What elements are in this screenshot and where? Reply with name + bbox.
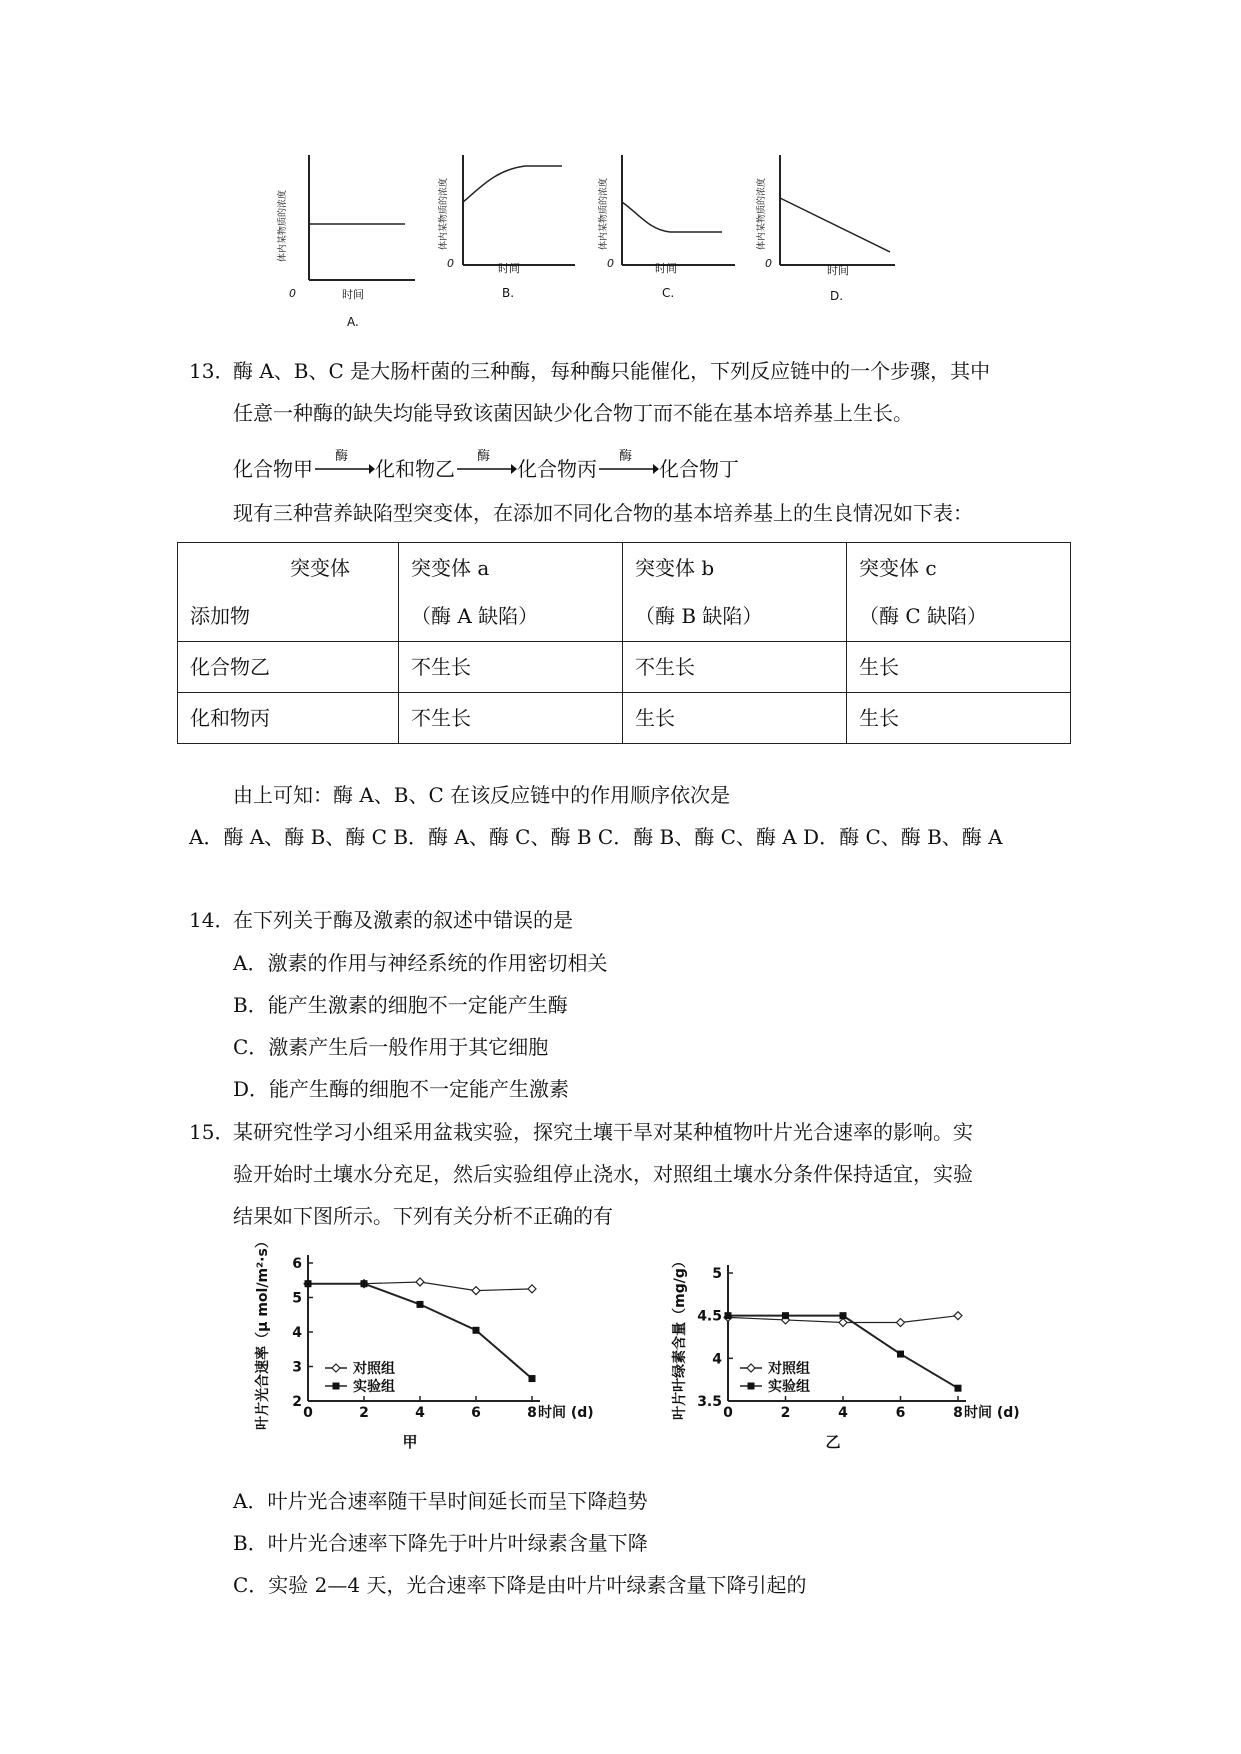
q15-option-a: A．叶片光合速率随干旱时间延长而呈下降趋势 [233,1489,648,1513]
graph-c-xlabel: 时间 [655,262,677,275]
data-point [473,1327,480,1334]
graph-panel-d [755,155,895,303]
data-point [417,1301,424,1308]
col-header-top: 突变体 a [411,556,490,580]
data-point [305,1280,312,1287]
data-point [361,1280,368,1287]
q15-number: 15． [189,1120,235,1144]
q14-stem: 在下列关于酶及激素的叙述中错误的是 [233,908,573,932]
graph-d-xlabel: 时间 [827,264,849,277]
legend-marker [332,1364,340,1372]
data-point [840,1312,847,1319]
data-point [897,1318,905,1326]
q14-option-b: B．能产生激素的细胞不一定能产生酶 [233,993,568,1017]
data-point [416,1278,424,1286]
compound-bing: 化合物丙 [517,457,597,481]
q13-line1: 酶 A、B、C 是大肠杆菌的三种酶，每种酶只能催化，下列反应链中的一个步骤，其中 [233,359,991,383]
graph-c-curve [622,202,722,232]
q14-number: 14． [189,908,235,932]
q15-line1: 某研究性学习小组采用盆栽实验，探究土壤干旱对某种植物叶片光合速率的影响。实 [233,1120,973,1144]
table-header-row [178,543,1071,642]
graph-panel-b [437,155,575,300]
x-tick-label: 8 [953,1405,963,1421]
q15-line2: 验开始时土壤水分充足，然后实验组停止浇水，对照组土壤水分条件保持适宜，实验 [233,1162,973,1186]
chart-yi [670,1255,1070,1455]
q13-intro: 现有三种营养缺陷型突变体，在添加不同化合物的基本培养基上的生良情况如下表： [233,501,973,525]
q14-option-d: D．能产生酶的细胞不一定能产生激素 [233,1077,570,1101]
x-axis-label: 时间 (d) [964,1405,1020,1421]
legend-marker [747,1364,755,1372]
y-tick-label: 4 [292,1325,302,1341]
chart-caption: 乙 [825,1433,841,1451]
y-tick-label: 5 [712,1266,722,1282]
graph-d-curve [780,198,890,252]
x-tick-label: 2 [359,1405,369,1421]
graph-c-ylabel: 体内某物质的浓度 [599,177,609,250]
col-header-bottom: （酶 C 缺陷） [859,604,988,628]
x-tick-label: 0 [723,1405,733,1421]
data-point [897,1351,904,1358]
q14-option-a: A．激素的作用与神经系统的作用密切相关 [233,951,608,975]
legend-label: 实验组 [768,1379,810,1395]
data-point [528,1285,536,1293]
arrow-icon [313,456,375,482]
compound-yi: 化和物乙 [375,457,455,481]
q13-number: 13． [189,359,235,383]
graph-d-origin: 0 [765,257,772,270]
graph-c-letter: C. [662,286,675,300]
data-point [955,1385,962,1392]
table-row [178,642,1071,693]
table-cell: 生长 [847,693,1071,744]
q15-option-b: B．叶片光合速率下降先于叶片叶绿素含量下降 [233,1531,648,1555]
corner-bottom-label: 添加物 [190,604,250,628]
data-point [529,1375,536,1382]
y-axis-label: 叶片叶绿素含量（mg/g） [672,1254,688,1420]
row-label: 化和物丙 [178,693,399,744]
graph-b-letter: B. [502,286,515,300]
x-tick-label: 8 [527,1405,537,1421]
table-cell: 不生长 [399,642,623,693]
graph-c-origin: 0 [607,257,614,270]
legend-label: 实验组 [353,1379,395,1395]
graph-d-ylabel: 体内某物质的浓度 [757,177,767,250]
graph-panel-c [597,155,735,300]
legend-marker [748,1383,755,1390]
corner-top-label: 突变体 [290,556,350,580]
graph-b-curve [463,166,562,202]
series-line-experiment [308,1284,532,1379]
compound-ding: 化合物丁 [659,457,739,481]
q15-option-c: C．实验 2—4 天，光合速率下降是由叶片叶绿素含量下降引起的 [233,1573,807,1597]
reaction-chain [233,449,739,482]
col-header-bottom: （酶 B 缺陷） [635,604,763,628]
graph-a-xlabel: 时间 [342,288,364,301]
data-point [725,1312,732,1319]
arrow-icon [597,456,659,482]
y-tick-label: 3.5 [697,1394,722,1410]
mutant-table [177,542,1071,744]
y-tick-label: 3 [292,1359,302,1376]
y-tick-label: 4 [712,1351,722,1368]
q13-conclusion: 由上可知：酶 A、B、C 在该反应链中的作用顺序依次是 [233,783,731,807]
table-cell: 生长 [623,693,847,744]
chart-caption: 甲 [402,1433,418,1451]
graph-a-letter: A. [347,315,359,329]
graph-b-ylabel: 体内某物质的浓度 [439,177,449,250]
table-cell: 不生长 [399,693,623,744]
graph-a-origin: 0 [289,287,296,300]
enzyme-label-1: 酶 [335,449,349,464]
x-axis-label: 时间 (d) [538,1405,594,1421]
enzyme-label-2: 酶 [477,449,491,464]
x-tick-label: 2 [780,1405,791,1421]
compound-jia: 化合物甲 [233,457,313,481]
legend-marker [333,1383,340,1390]
q15-line3: 结果如下图所示。下列有关分析不正确的有 [233,1204,613,1228]
y-tick-label: 5 [292,1290,302,1307]
x-tick-label: 4 [838,1405,848,1421]
graph-a-ylabel: 体内某物质的浓度 [278,189,288,262]
enzyme-label-3: 酶 [619,449,633,464]
graph-panel-a [276,155,415,329]
y-tick-label: 2 [292,1394,302,1410]
graph-b-origin: 0 [447,257,454,270]
data-point [839,1318,847,1326]
x-tick-label: 6 [471,1405,481,1421]
q13-line2: 任意一种酶的缺失均能导致该菌因缺少化合物丁而不能在基本培养基上生长。 [233,401,913,425]
legend-label: 对照组 [353,1361,395,1377]
row-label: 化合物乙 [178,642,399,693]
data-point [954,1312,962,1320]
y-tick-label: 4.5 [697,1308,722,1325]
arrow-icon [455,456,517,482]
graph-b-xlabel: 时间 [498,262,520,275]
table-cell: 生长 [847,642,1071,693]
data-point [782,1312,789,1319]
y-tick-label: 6 [292,1256,302,1272]
table-row [178,693,1071,744]
x-tick-label: 6 [895,1405,906,1421]
col-header-top: 突变体 c [859,556,937,580]
legend-label: 对照组 [768,1361,810,1377]
table-cell: 不生长 [623,642,847,693]
data-point [472,1287,480,1295]
graph-d-letter: D. [830,289,844,303]
chart-jia [255,1234,635,1455]
table-col-header [399,543,623,642]
q13-options: A．酶 A、酶 B、酶 C B．酶 A、酶 C、酶 B C．酶 B、酶 C、酶 A D．酶 C、酶 B、酶 A [189,825,1003,849]
q14-option-c: C．激素产生后一般作用于其它细胞 [233,1035,549,1059]
x-tick-label: 0 [303,1405,313,1421]
x-tick-label: 4 [415,1405,425,1421]
table-col-header [847,543,1071,642]
table-col-header [623,543,847,642]
y-axis-label: 叶片光合速率（μ mol/m²·s） [255,1234,271,1430]
table-corner-cell [178,543,399,642]
top-graphs [278,150,970,340]
col-header-top: 突变体 b [635,556,715,580]
col-header-bottom: （酶 A 缺陷） [411,604,539,628]
